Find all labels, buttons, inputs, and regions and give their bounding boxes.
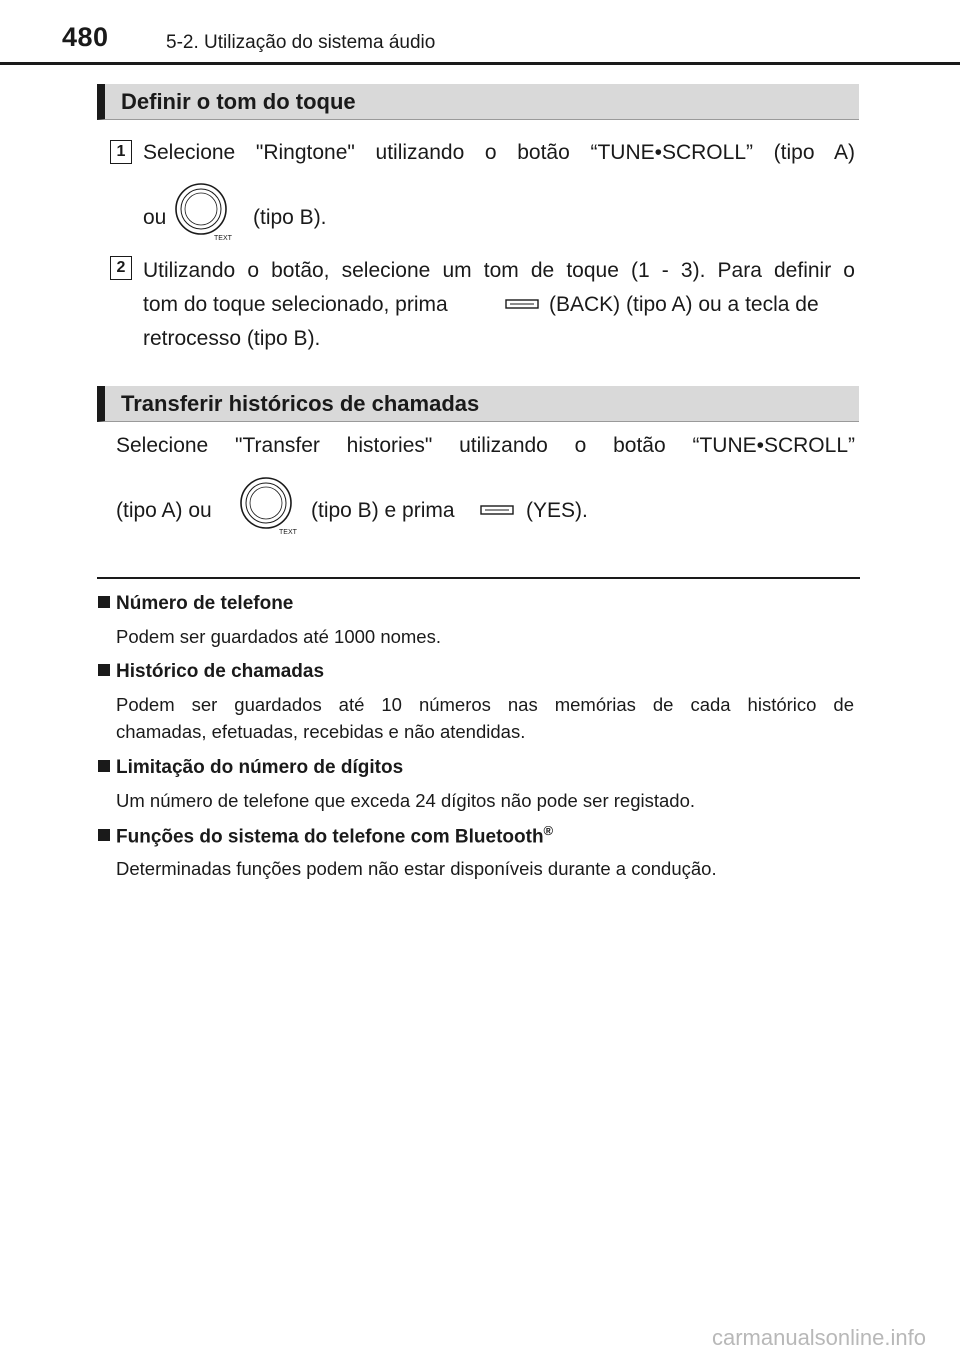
transfer-line2-mid: (tipo B) e prima xyxy=(311,499,455,522)
note-body-call-history-line2: chamadas, efetuadas, recebidas e não atendidas. xyxy=(116,721,526,742)
note-title: Limitação do número de dígitos xyxy=(116,757,404,778)
step2-line2-pre: tom do toque selecionado, prima xyxy=(143,293,448,316)
transfer-line2-pre: (tipo A) ou xyxy=(116,499,212,522)
note-body-digit-limit: Um número de telefone que exceda 24 dígitos não pode ser registado. xyxy=(116,790,696,811)
note-title: Número de telefone xyxy=(116,593,294,614)
section-title: Definir o tom do toque xyxy=(121,89,356,114)
step-number-2: 2 xyxy=(110,256,132,280)
note-title: Funções do sistema do telefone com Bluetooth xyxy=(116,826,544,848)
note-body-call-history-line1: Podem ser guardados até 10 números nas memórias de cada histórico de xyxy=(116,694,854,715)
bullet-square-icon xyxy=(98,829,110,841)
step-number-1: 1 xyxy=(110,140,132,164)
bullet-square-icon xyxy=(98,664,110,676)
note-title: Histórico de chamadas xyxy=(116,661,325,682)
chapter-title: 5-2. Utilização do sistema áudio xyxy=(166,32,436,53)
tune-knob-icon xyxy=(239,474,297,534)
section-heading-ringtone xyxy=(97,84,859,120)
transfer-line2-post: (YES). xyxy=(526,499,588,522)
step1-line2-post: (tipo B). xyxy=(253,206,327,229)
note-body-bluetooth: Determinadas funções podem não estar disponíveis durante a condução. xyxy=(116,858,717,879)
page-number: 480 xyxy=(62,22,109,52)
bullet-square-icon xyxy=(98,596,110,608)
section-title: Transferir históricos de chamadas xyxy=(121,391,480,416)
back-button-icon xyxy=(505,298,539,310)
registered-mark: ® xyxy=(543,823,554,838)
transfer-line1: Selecione "Transfer histories" utilizando o botão “TUNE•SCROLL” xyxy=(116,434,855,457)
header-divider xyxy=(0,62,960,65)
step2-line3: retrocesso (tipo B). xyxy=(143,327,321,350)
step2-line1: Utilizando o botão, selecione um tom de toque (1 - 3). Para definir o xyxy=(143,259,855,282)
notes-divider xyxy=(97,577,860,579)
tune-knob-icon xyxy=(174,180,232,240)
section-heading-transfer-history xyxy=(97,386,859,422)
note-heading-digit-limit xyxy=(98,757,403,779)
step2-line2-post: (BACK) (tipo A) ou a tecla de xyxy=(549,293,819,316)
knob-label: TEXT xyxy=(279,529,297,534)
yes-button-icon xyxy=(480,504,514,516)
step1-line2-pre: ou xyxy=(143,206,167,229)
watermark: carmanualsonline.info xyxy=(711,1325,926,1350)
note-body-phone-number: Podem ser guardados até 1000 nomes. xyxy=(116,626,441,647)
note-heading-phone-number xyxy=(98,593,293,615)
step1-line1: Selecione "Ringtone" utilizando o botão “TUNE•SCROLL” (tipo A) xyxy=(143,141,855,164)
note-heading-call-history xyxy=(98,661,324,683)
bullet-square-icon xyxy=(98,760,110,772)
knob-label: TEXT xyxy=(214,235,232,240)
note-heading-bluetooth xyxy=(98,823,553,848)
